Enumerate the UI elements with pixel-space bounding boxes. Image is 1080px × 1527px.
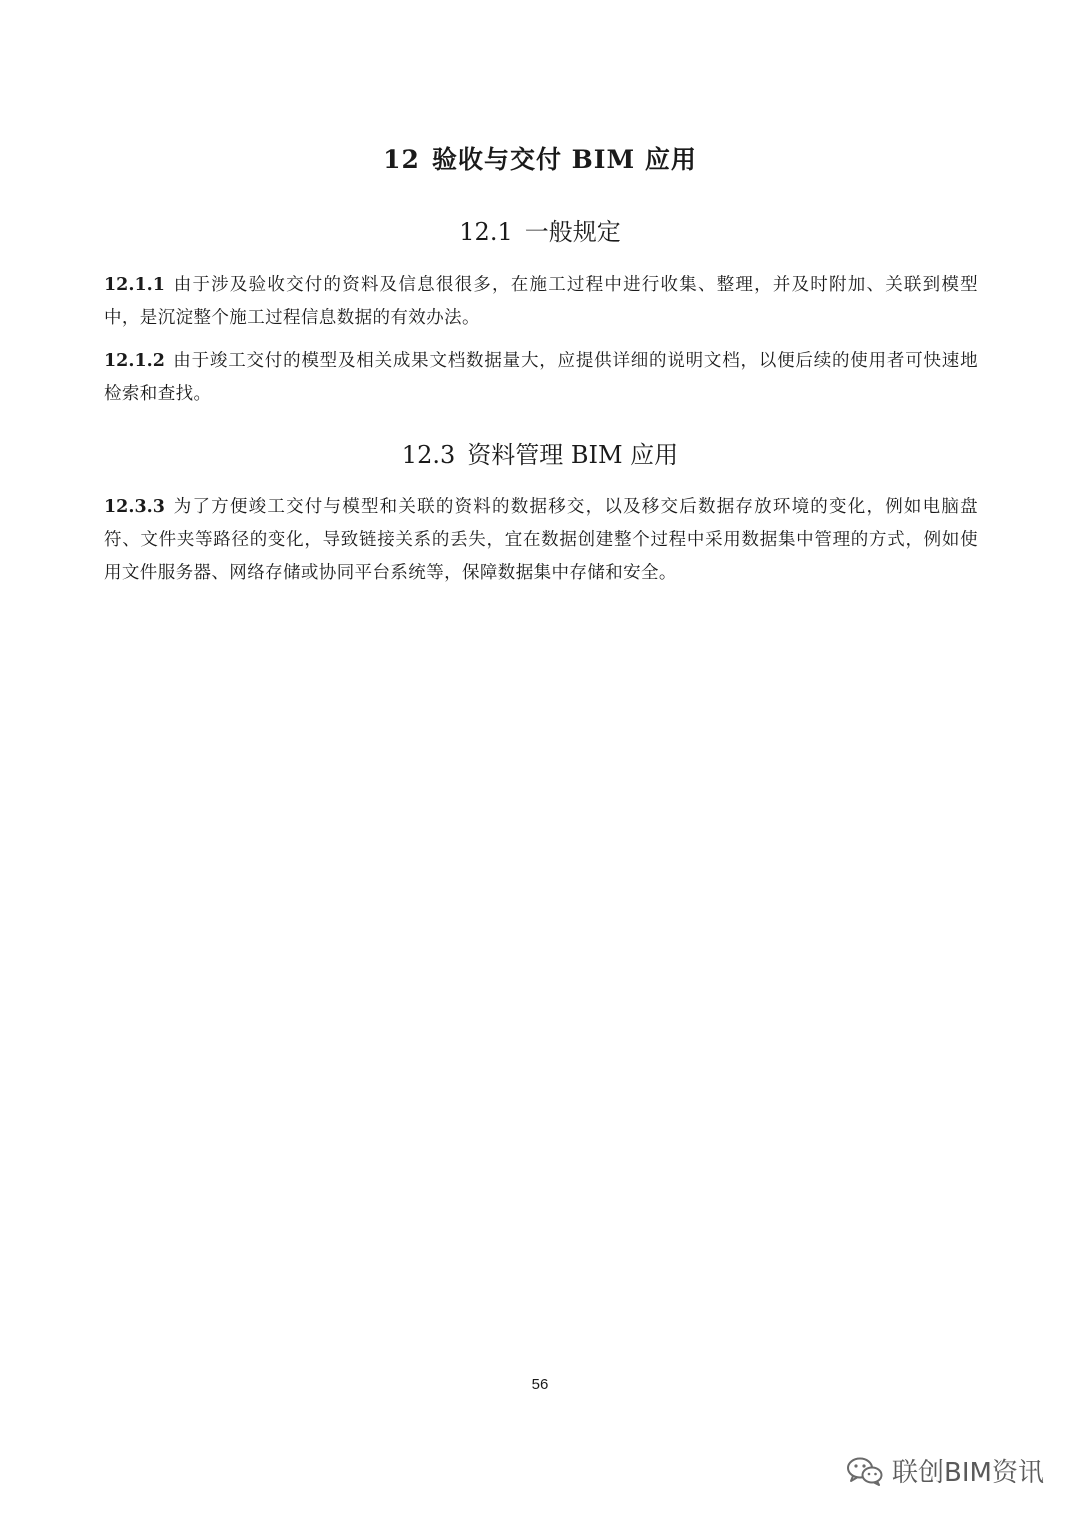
section-title-12-3 <box>0 435 1080 470</box>
section-number: 12.1 <box>459 218 513 246</box>
section-title-12-1 <box>0 212 1080 247</box>
clause-number: 12.1.1 <box>104 275 165 295</box>
clause-text: 为了方便竣工交付与模型和关联的资料的数据移交，以及移交后数据存放环境的变化，例如电脑盘符、文件夹等路径的变化，导致链接关系的丢失，宜在数据创建整个过程中采用数据集中管理的方式，例如使用文件服务器、网络存储或协同平台系统等，保障数据集中存储和安全。 <box>104 497 978 583</box>
watermark <box>846 1452 1044 1489</box>
chapter-title-text: 验收与交付 BIM 应用 <box>431 145 697 174</box>
page-number: 56 <box>531 1376 549 1393</box>
section-number: 12.3 <box>401 441 456 469</box>
clause-text: 由于涉及验收交付的资料及信息很很多，在施工过程中进行收集、整理，并及时附加、关联到模型中，是沉淀整个施工过程信息数据的有效办法。 <box>104 275 978 328</box>
chapter-title <box>0 140 1080 176</box>
watermark-text: 联创BIM资讯 <box>892 1458 1044 1488</box>
chapter-number: 12 <box>383 145 420 174</box>
clause-12-3-3 <box>104 491 978 590</box>
clause-text: 由于竣工交付的模型及相关成果文档数据量大，应提供详细的说明文档，以便后续的使用者可快速地检索和查找。 <box>104 351 978 404</box>
wechat-icon <box>846 1456 884 1486</box>
section-title-text: 一般规定 <box>524 218 621 246</box>
clause-12-1-2 <box>104 345 978 411</box>
clause-12-1-1 <box>104 269 978 335</box>
clause-number: 12.1.2 <box>104 351 165 371</box>
section-title-text: 资料管理 BIM 应用 <box>467 441 679 469</box>
clause-number: 12.3.3 <box>104 497 165 517</box>
